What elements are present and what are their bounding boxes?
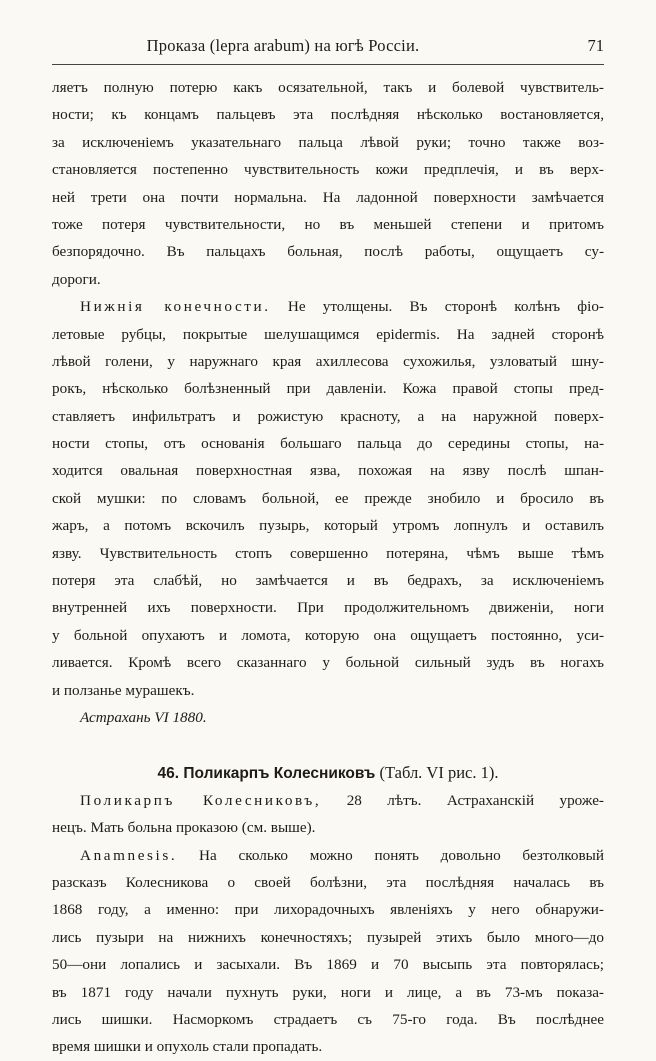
text-line: за исключеніемъ указательнаго пальца лѣвой руки; точно также воз- xyxy=(52,133,604,151)
text-line: лись пузыри на нижнихъ конечностяхъ; пузырей этихъ было много—до xyxy=(52,928,604,946)
text-line: Поликарпъ Колесниковъ, 28 лѣтъ. Астраханскій уроже- xyxy=(80,791,604,809)
text-line: и ползанье мурашекъ. xyxy=(52,681,195,699)
text-line: 1868 году, а именно: при лихорадочныхъ явленіяхъ у него обнаружи- xyxy=(52,901,604,919)
text-line: разсказъ Колесникова о своей болѣзни, эта послѣдняя началась въ xyxy=(52,873,604,891)
case-heading-name: 46. Поликарпъ Колесниковъ xyxy=(157,765,376,783)
text-line: лѣвой голени, у наружнаго края ахиллесова сухожилья, узловатый шну- xyxy=(52,352,604,370)
text-line: жаръ, а потомъ вскочилъ пузырь, который утромъ лопнулъ и оставилъ xyxy=(52,517,604,535)
page-header xyxy=(52,30,604,65)
text-line: Нижнія конечности. Не утолщены. Въ сторонѣ колѣнъ фіо- xyxy=(80,298,604,316)
text-line: ней трети она почти нормальна. На ладонной поверхности замѣчается xyxy=(52,188,604,206)
body-text xyxy=(52,74,604,1061)
text-line: у больной опухаютъ и ломота, которую она ощущаетъ постоянно, уси- xyxy=(52,626,604,644)
text-line: ской мушки: по словамъ больной, ее прежде знобило и бросило въ xyxy=(52,489,604,507)
text-line: ставляетъ инфильтратъ и рожистую красноту, а на наружной поверх- xyxy=(52,407,604,425)
text-line: безпорядочно. Въ пальцахъ больная, послѣ работы, ощущаетъ су- xyxy=(52,243,604,261)
text-line: ности; къ концамъ пальцевъ эта послѣдняя нѣсколько востановляется, xyxy=(52,106,604,124)
running-title: Проказа (lepra arabum) на югѣ Россіи. xyxy=(146,36,420,55)
text-line: тоже потеря чувствительности, но въ меньшей степени и притомъ xyxy=(52,215,604,233)
section-gap xyxy=(52,731,604,759)
paragraph-anamnesis xyxy=(52,842,604,1061)
page-number: 71 xyxy=(587,36,604,55)
place-date: Астрахань VI 1880. xyxy=(80,708,207,726)
case-heading-plate: (Табл. VI рис. 1). xyxy=(379,763,499,783)
text-line: дороги. xyxy=(52,270,101,288)
text-line: язву. Чувствительность стопъ совершенно потеряна, чѣмъ выше тѣмъ xyxy=(52,544,604,562)
text-line: ливается. Кромѣ всего сказаннаго у больной сильный зудъ въ ногахъ xyxy=(52,654,604,672)
text-line: потеря эта слабѣй, но замѣчается и въ бедрахъ, за исключеніемъ xyxy=(52,572,604,590)
text-line: внутренней ихъ поверхности. При продолжительномъ движеніи, ноги xyxy=(52,599,604,617)
text-line: время шишки и опухоль стали пропадать. xyxy=(52,1038,323,1056)
text-line: ходится овальная поверхностная язва, похожая на язву послѣ шпан- xyxy=(52,462,604,480)
text-line: ляетъ полную потерю какъ осязательной, такъ и болевой чувствитель- xyxy=(52,79,604,96)
text-line: лись шишки. Насморкомъ страдаетъ съ 75-го года. Въ послѣднее xyxy=(52,1010,604,1028)
case-heading xyxy=(52,759,604,786)
paragraph-lower-limbs xyxy=(52,293,604,704)
text-line: летовые рубцы, покрытые шелушащимся epidermis. На задней сторонѣ xyxy=(52,325,604,343)
text-line: становляется постепенно чувствительность кожи предплечія, и въ верх- xyxy=(52,161,604,179)
text-line: рокъ, нѣсколько болѣзненный при давленіи. Кожа правой стопы пред- xyxy=(52,380,604,398)
text-line: 50—они лопались и засыхали. Въ 1869 и 70 высыпь эта повторялась; xyxy=(52,956,604,974)
text-line: нецъ. Мать больна проказою (см. выше). xyxy=(52,819,316,837)
text-line: въ 1871 году начали пухнуть руки, ноги и лице, а въ 73-мъ показа- xyxy=(52,983,604,1001)
text-line: Anamnesis. На сколько можно понять довольно безтолковый xyxy=(80,846,604,864)
text-line: ности стопы, отъ основанія большаго пальца до середины стопы, на- xyxy=(52,435,604,453)
paragraph-patient-intro xyxy=(52,787,604,842)
paragraph-sensitivity xyxy=(52,74,604,293)
